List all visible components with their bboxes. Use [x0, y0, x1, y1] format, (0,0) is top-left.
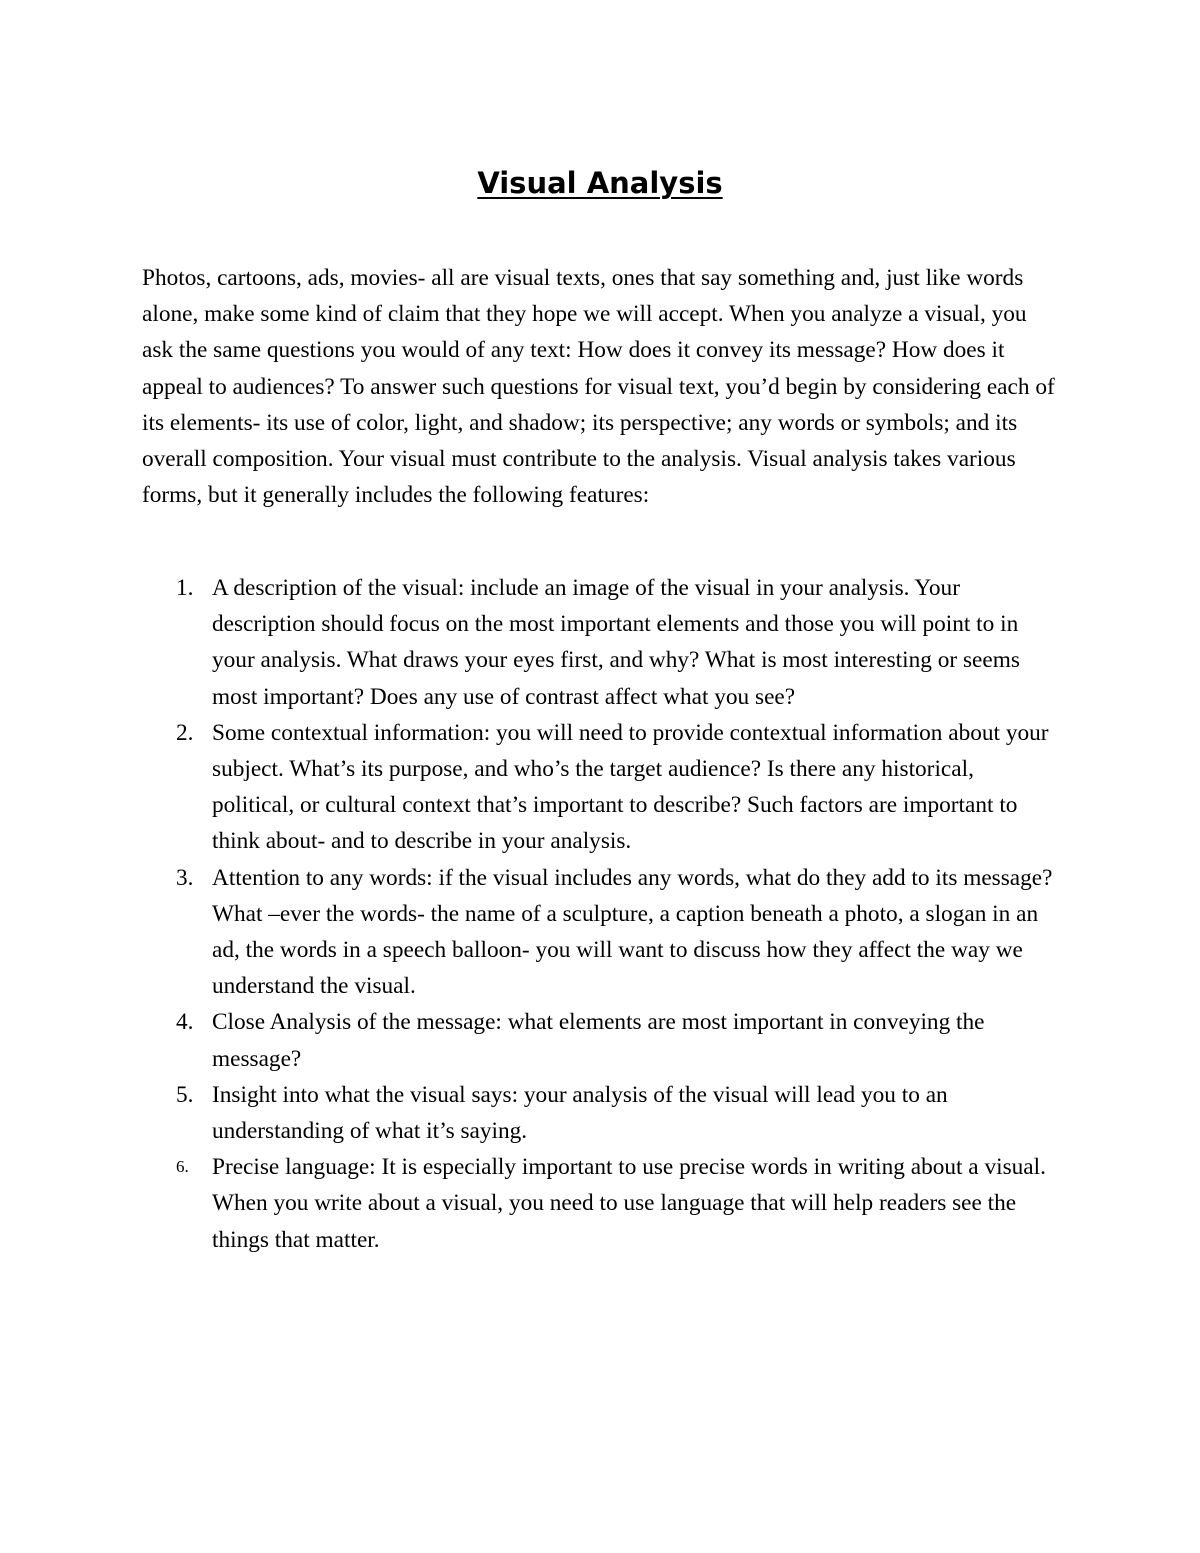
list-item-text: Close Analysis of the message: what elements are most important in conveying the message?: [212, 1009, 985, 1072]
page-title: [0, 161, 1200, 205]
list-item-text: A description of the visual: include an image of the visual in your analysis. Your description should focus on the most important elements and those you will point to in your analysis. What draws your eyes first, and why? What is most interesting or seems most important? Does any use of contrast affect what you see?: [212, 575, 1020, 710]
list-item: [142, 1004, 1060, 1076]
list-item-number: 4.: [176, 1009, 194, 1036]
list-item: [142, 570, 1060, 715]
list-item-text: Attention to any words: if the visual includes any words, what do they add to its message? What –ever the words- the name of a sculpture, a caption beneath a photo, a slogan in an ad, the words in a speech balloon- you will want to discuss how they affect the way we understand the visual.: [212, 864, 1053, 1000]
list-item-number: 6.: [176, 1157, 189, 1177]
list-item-text: Some contextual information: you will need to provide contextual information about your subject. What’s its purpose, and who’s the target audience? Is there any historical, political, or cultural context that’s important to describe? Such factors are important to think about- and to describe in your analysis.: [212, 719, 1049, 855]
list-item-number: 5.: [176, 1081, 194, 1108]
list-item: [142, 1149, 1060, 1258]
list-item: [142, 860, 1060, 1005]
list-item-number: 2.: [176, 719, 194, 746]
list-item-number: 1.: [176, 575, 194, 601]
intro-paragraph: Photos, cartoons, ads, movies- all are visual texts, ones that say something and, just like words alone, make some kind of claim that they hope we will accept. When you analyze a visual, you ask the same questions you would of any text: How does it convey its message? How does it appeal to audiences? To answer such questions for visual text, you’d begin by considering each of its elements- its use of color, light, and shadow; its perspective; any words or symbols; and its overall composition. Your visual must contribute to the analysis. Visual analysis takes various forms, but it generally includes the following features:: [142, 265, 1055, 509]
page-title-text: Visual Analysis: [477, 166, 723, 201]
features-list: [142, 570, 1060, 1258]
list-item: [142, 1077, 1060, 1149]
list-item-number: 3.: [176, 864, 194, 891]
list-item-text: Insight into what the visual says: your analysis of the visual will lead you to an understanding of what it’s saying.: [212, 1081, 948, 1145]
list-item: [142, 715, 1060, 860]
list-item-text: Precise language: It is especially important to use precise words in writing about a visual. When you write about a visual, you need to use language that will help readers see the things that matter.: [212, 1154, 1046, 1253]
